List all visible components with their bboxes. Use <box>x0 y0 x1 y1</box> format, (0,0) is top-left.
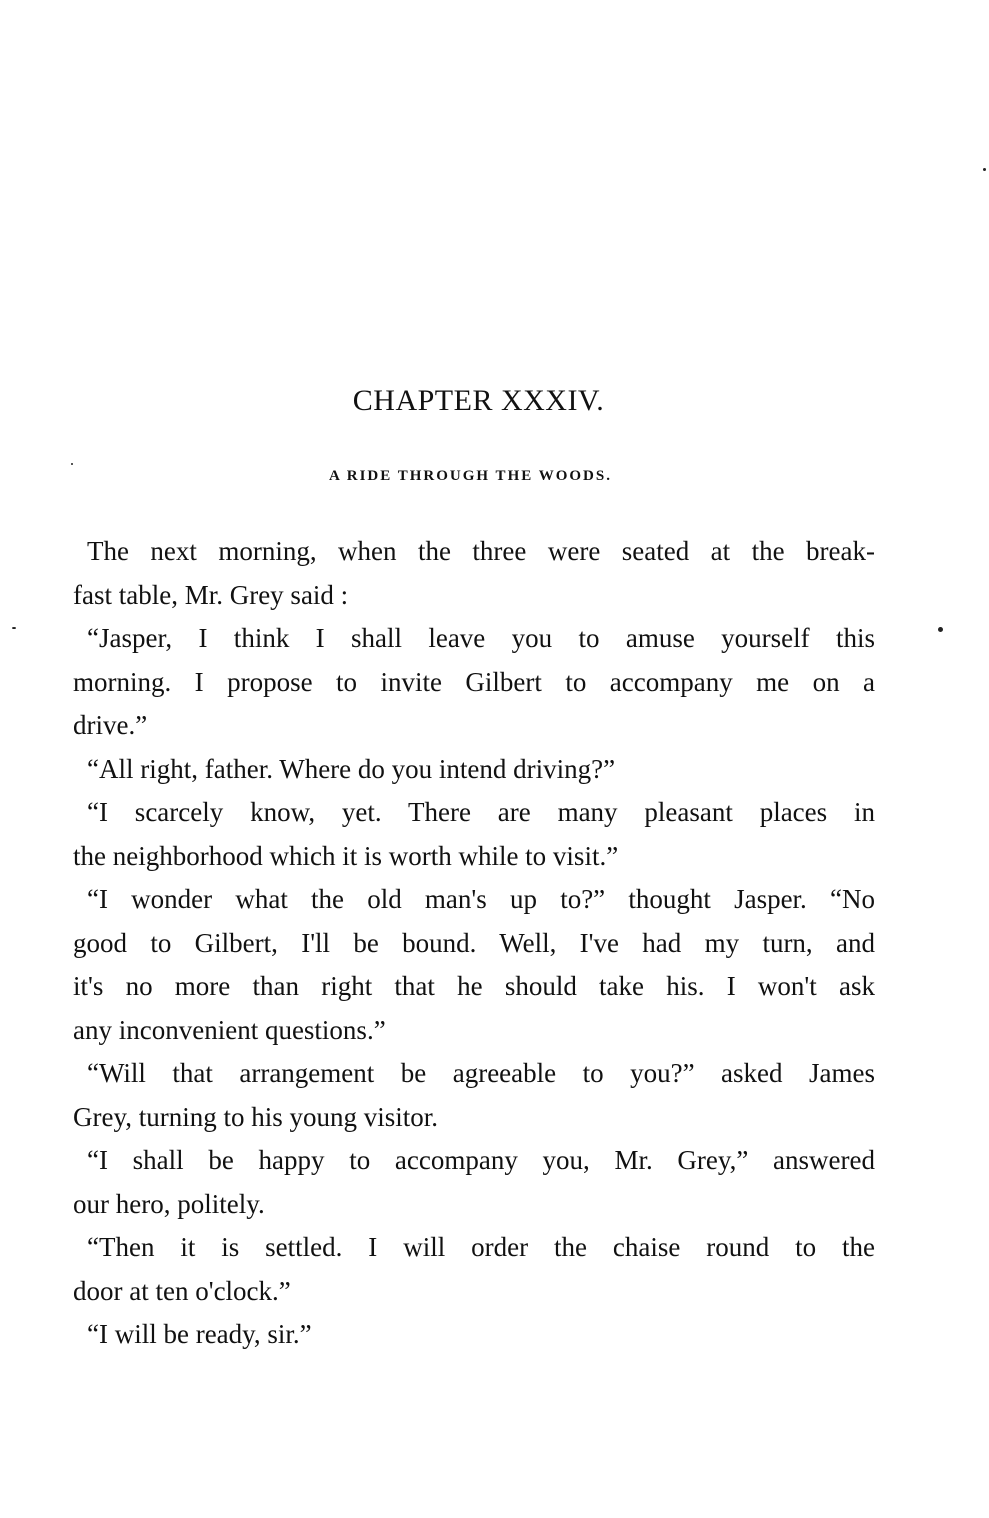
paragraph <box>73 1139 875 1226</box>
paragraph <box>73 791 875 878</box>
text-line: “All right, father. Where do you intend driving?” <box>87 753 616 784</box>
text-line: “Jasper, I think I shall leave you to amuse yourself this <box>87 623 875 653</box>
text-line: The next morning, when the three were seated at the break- <box>87 536 875 566</box>
scan-speck <box>938 627 943 632</box>
text-line: “I wonder what the old man's up to?” thought Jasper. “No <box>87 884 875 914</box>
paragraph <box>73 617 875 748</box>
text-line: morning. I propose to invite Gilbert to accompany me on a <box>73 666 875 697</box>
scan-speck <box>12 627 16 629</box>
text-line: our hero, politely. <box>73 1188 265 1219</box>
chapter-heading <box>0 384 989 418</box>
text-line: Grey, turning to his young visitor. <box>73 1101 438 1132</box>
chapter-subtitle-wrap <box>0 468 989 485</box>
text-line: good to Gilbert, I'll be bound. Well, I've had my turn, and <box>73 927 875 958</box>
text-line: fast table, Mr. Grey said : <box>73 579 349 610</box>
text-line: it's no more than right that he should take his. I won't ask <box>73 971 875 1001</box>
text-line: door at ten o'clock.” <box>73 1275 291 1306</box>
text-line: “I will be ready, sir.” <box>87 1319 312 1349</box>
text-line: “Will that arrangement be agreeable to you?” asked James <box>87 1058 875 1088</box>
text-line: “Then it is settled. I will order the chaise round to the <box>87 1232 875 1262</box>
text-line: “I scarcely know, yet. There are many pleasant places in <box>87 797 875 827</box>
paragraph <box>73 748 875 792</box>
paragraph <box>73 1052 875 1139</box>
text-line: drive.” <box>73 710 148 740</box>
chapter-body <box>73 530 875 1357</box>
scan-speck <box>983 168 986 171</box>
paragraph <box>73 1313 875 1357</box>
text-line: the neighborhood which it is worth while to visit.” <box>73 840 619 871</box>
chapter-subtitle: A RIDE THROUGH THE WOODS. <box>329 468 612 484</box>
paragraph <box>73 530 875 617</box>
chapter-title: CHAPTER XXXIV. <box>352 384 605 417</box>
text-line: any inconvenient questions.” <box>73 1014 386 1045</box>
paragraph <box>73 878 875 1052</box>
text-line: “I shall be happy to accompany you, Mr. Grey,” answered <box>87 1145 875 1175</box>
scan-speck <box>71 463 73 465</box>
paragraph <box>73 1226 875 1313</box>
